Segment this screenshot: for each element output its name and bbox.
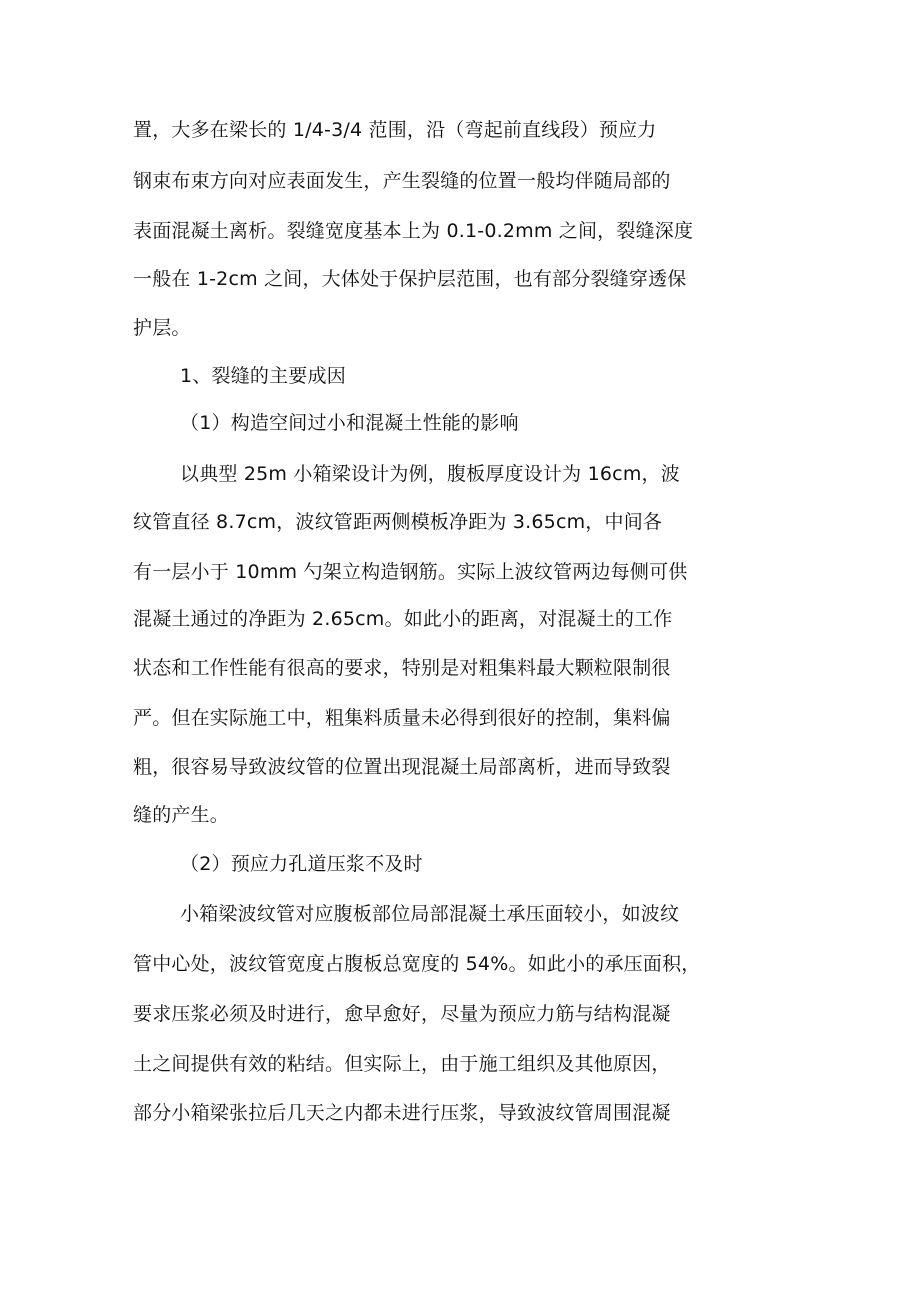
text-line: 土之间提供有效的粘结。但实际上，由于施工组织及其他原因， [133, 1053, 671, 1075]
text-line: 有一层小于 10mm 勺架立构造钢筋。实际上波纹管两边每侧可供 [133, 561, 688, 583]
text-line: 纹管直径 8.7cm，波纹管距两侧模板净距为 3.65cm，中间各 [133, 511, 663, 533]
paragraph-start: 以典型 25m 小箱梁设计为例，腹板厚度设计为 16cm，波 [180, 463, 680, 485]
text-line: 表面混凝土离析。裂缝宽度基本上为 0.1-0.2mm 之间，裂缝深度 [133, 220, 694, 242]
text-line: 粗，很容易导致波纹管的位置出现混凝土局部离析，进而导致裂 [133, 756, 671, 778]
text-line: 状态和工作性能有很高的要求，特别是对粗集料最大颗粒限制很 [133, 657, 671, 679]
text-line: 严。但在实际施工中，粗集料质量未必得到很好的控制，集料偏 [133, 707, 671, 729]
text-line: 要求压浆必须及时进行，愈早愈好，尽量为预应力筋与结构混凝 [133, 1003, 671, 1025]
text-line: 部分小箱梁张拉后几天之内都未进行压浆，导致波纹管周围混凝 [133, 1102, 671, 1124]
text-line: 护层。 [133, 317, 191, 339]
text-line: 置，大多在梁长的 1/4-3/4 范围，沿（弯起前直线段）预应力 [133, 119, 657, 141]
text-line: 缝的产生。 [133, 804, 230, 826]
text-line: 一般在 1-2cm 之间，大体处于保护层范围，也有部分裂缝穿透保 [133, 268, 687, 290]
text-line: 管中心处，波纹管宽度占腹板总宽度的 54%。如此小的承压面积， [133, 953, 701, 975]
paragraph-start: 小箱梁波纹管对应腹板部位局部混凝土承压面较小，如波纹 [180, 903, 680, 925]
text-line: 混凝土通过的净距为 2.65cm。如此小的距离，对混凝土的工作 [133, 608, 673, 630]
text-line: 钢束布束方向对应表面发生，产生裂缝的位置一般均伴随局部的 [133, 170, 671, 192]
subsection-heading: （1）构造空间过小和混凝土性能的影响 [180, 412, 519, 434]
section-heading: 1、裂缝的主要成因 [180, 365, 346, 387]
subsection-heading: （2）预应力孔道压浆不及时 [180, 853, 423, 875]
